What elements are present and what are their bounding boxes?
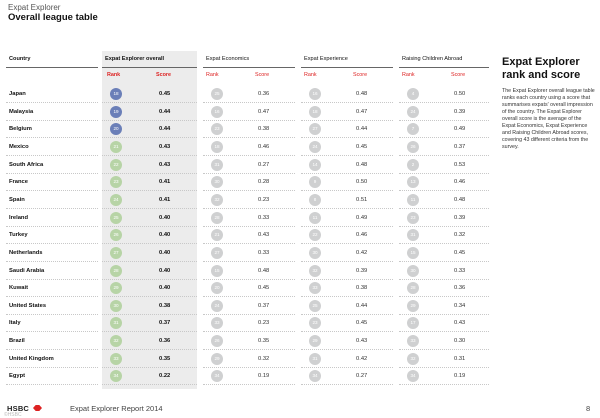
country-name: Italy — [9, 320, 21, 327]
row-divider — [301, 261, 393, 262]
row-divider — [102, 137, 197, 138]
row-divider — [203, 102, 295, 103]
row-divider — [399, 208, 489, 209]
row-divider — [301, 208, 393, 209]
overall-score: 0.43 — [159, 143, 171, 150]
subhead-economics-rank: Rank — [206, 72, 219, 78]
overall-rank-badge: 31 — [110, 317, 122, 329]
row-divider — [203, 173, 295, 174]
experience-score: 0.45 — [356, 143, 368, 150]
economics-rank-badge: 15 — [211, 265, 223, 277]
economics-rank-badge: 29 — [211, 353, 223, 365]
raising-score: 0.46 — [454, 179, 466, 186]
row-divider — [301, 102, 393, 103]
row-divider — [399, 226, 489, 227]
table-row — [6, 105, 489, 120]
raising-rank-badge: 30 — [407, 265, 419, 277]
row-divider — [399, 384, 489, 385]
row-divider — [399, 173, 489, 174]
table-row — [6, 193, 489, 208]
row-divider — [203, 296, 295, 297]
subhead-experience-rank: Rank — [304, 72, 317, 78]
experience-score: 0.50 — [356, 179, 368, 186]
row-divider — [399, 314, 489, 315]
row-divider — [6, 226, 98, 227]
overall-rank-badge: 32 — [110, 335, 122, 347]
overall-score: 0.41 — [159, 196, 171, 203]
league-table — [6, 51, 489, 391]
row-divider — [301, 349, 393, 350]
subhead-experience-score: Score — [353, 72, 368, 78]
row-divider — [102, 120, 197, 121]
row-divider — [6, 367, 98, 368]
economics-score: 0.43 — [258, 232, 270, 239]
experience-rank-badge: 33 — [309, 282, 321, 294]
economics-score: 0.46 — [258, 143, 270, 150]
overall-score: 0.44 — [159, 108, 171, 115]
raising-rank-badge: 24 — [407, 106, 419, 118]
row-divider — [6, 296, 98, 297]
raising-score: 0.34 — [454, 302, 466, 309]
watermark: ©HSBC — [4, 412, 22, 418]
raising-rank-badge: 29 — [407, 300, 419, 312]
country-name: Japan — [9, 91, 26, 97]
economics-score: 0.19 — [258, 373, 270, 380]
economics-score: 0.27 — [258, 161, 270, 168]
experience-rank-badge: 16 — [309, 88, 321, 100]
subhead-raising-rank: Rank — [402, 72, 415, 78]
economics-rank-badge: 20 — [211, 282, 223, 294]
experience-score: 0.45 — [356, 320, 368, 327]
overall-rank-badge: 25 — [110, 212, 122, 224]
country-name: Ireland — [9, 214, 29, 221]
raising-rank-badge: 23 — [407, 212, 419, 224]
experience-score: 0.48 — [356, 91, 368, 97]
overall-score: 0.44 — [159, 126, 171, 133]
economics-score: 0.37 — [258, 302, 270, 309]
economics-rank-badge: 34 — [211, 370, 223, 382]
economics-score: 0.28 — [258, 179, 270, 186]
row-divider — [203, 261, 295, 262]
raising-score: 0.30 — [454, 338, 466, 345]
raising-score: 0.36 — [454, 285, 466, 292]
overall-rank-badge: 18 — [110, 88, 122, 100]
raising-rank-badge: 2 — [407, 159, 419, 171]
table-row — [6, 281, 489, 296]
country-name: Egypt — [9, 373, 26, 380]
experience-rank-badge: 8 — [309, 194, 321, 206]
table-row — [6, 264, 489, 279]
subhead-overall-score: Score — [156, 72, 171, 78]
economics-score: 0.33 — [258, 249, 270, 256]
table-row — [6, 211, 489, 226]
row-divider — [203, 243, 295, 244]
country-name: France — [9, 179, 29, 186]
overall-rank-badge: 30 — [110, 300, 122, 312]
economics-score: 0.45 — [258, 285, 270, 292]
row-divider — [6, 173, 98, 174]
raising-score: 0.49 — [454, 126, 466, 133]
row-divider — [6, 190, 98, 191]
raising-score: 0.32 — [454, 232, 466, 239]
experience-score: 0.27 — [356, 373, 368, 380]
overall-rank-badge: 24 — [110, 194, 122, 206]
raising-rank-badge: 7 — [407, 123, 419, 135]
page-title: Overall league table — [8, 12, 98, 23]
experience-score: 0.48 — [356, 161, 368, 168]
row-divider — [301, 137, 393, 138]
row-divider — [6, 279, 98, 280]
raising-score: 0.31 — [454, 355, 466, 362]
row-divider — [301, 296, 393, 297]
experience-score: 0.47 — [356, 108, 368, 115]
experience-rank-badge: 9 — [309, 176, 321, 188]
raising-score: 0.43 — [454, 320, 466, 327]
raising-score: 0.39 — [454, 214, 466, 221]
country-name: Saudi Arabia — [9, 267, 45, 274]
row-divider — [6, 349, 98, 350]
country-name: Kuwait — [9, 285, 29, 292]
raising-score: 0.37 — [454, 143, 466, 150]
subhead-raising-score: Score — [451, 72, 466, 78]
row-divider — [6, 314, 98, 315]
col-country: Country — [6, 51, 98, 68]
economics-score: 0.23 — [258, 320, 270, 327]
row-divider — [102, 279, 197, 280]
row-divider — [203, 384, 295, 385]
table-row — [6, 175, 489, 190]
country-name: South Africa — [9, 161, 44, 168]
overall-score: 0.40 — [159, 267, 171, 274]
overall-rank-badge: 33 — [110, 353, 122, 365]
economics-rank-badge: 28 — [211, 212, 223, 224]
country-name: Turkey — [9, 232, 28, 239]
experience-rank-badge: 30 — [309, 247, 321, 259]
table-row — [6, 122, 489, 137]
row-divider — [399, 331, 489, 332]
overall-rank-badge: 21 — [110, 141, 122, 153]
row-divider — [301, 331, 393, 332]
experience-score: 0.44 — [356, 302, 368, 309]
table-row — [6, 87, 489, 102]
row-divider — [399, 102, 489, 103]
overall-score: 0.41 — [159, 179, 171, 186]
country-name: Spain — [9, 196, 25, 203]
row-divider — [6, 120, 98, 121]
row-divider — [399, 243, 489, 244]
raising-score: 0.53 — [454, 161, 466, 168]
row-divider — [6, 384, 98, 385]
row-divider — [102, 314, 197, 315]
col-experience: Expat Experience — [301, 51, 393, 68]
row-divider — [102, 349, 197, 350]
overall-score: 0.40 — [159, 285, 171, 292]
overall-score: 0.36 — [159, 338, 171, 345]
table-row — [6, 352, 489, 367]
economics-rank-badge: 18 — [211, 141, 223, 153]
row-divider — [203, 208, 295, 209]
economics-rank-badge: 23 — [211, 123, 223, 135]
economics-rank-badge: 21 — [211, 229, 223, 241]
row-divider — [6, 155, 98, 156]
row-divider — [102, 331, 197, 332]
row-divider — [102, 208, 197, 209]
experience-rank-badge: 22 — [309, 229, 321, 241]
row-divider — [301, 384, 393, 385]
row-divider — [6, 243, 98, 244]
overall-score: 0.35 — [159, 355, 171, 362]
economics-rank-badge: 30 — [211, 176, 223, 188]
row-divider — [301, 173, 393, 174]
row-divider — [6, 102, 98, 103]
country-name: United States — [9, 302, 47, 309]
row-divider — [301, 279, 393, 280]
row-divider — [301, 314, 393, 315]
row-divider — [399, 296, 489, 297]
raising-score: 0.50 — [454, 91, 466, 97]
row-divider — [6, 261, 98, 262]
subhead-overall-rank: Rank — [107, 72, 121, 78]
row-divider — [102, 296, 197, 297]
row-divider — [203, 190, 295, 191]
experience-rank-badge: 29 — [309, 335, 321, 347]
country-name: Brazil — [9, 338, 25, 345]
row-divider — [301, 190, 393, 191]
experience-rank-badge: 14 — [309, 159, 321, 171]
overall-rank-badge: 27 — [110, 247, 122, 259]
economics-score: 0.23 — [258, 196, 270, 203]
experience-rank-badge: 34 — [309, 370, 321, 382]
table-row — [6, 158, 489, 173]
economics-rank-badge: 24 — [211, 300, 223, 312]
overall-score: 0.40 — [159, 214, 171, 221]
row-divider — [102, 384, 197, 385]
overall-rank-badge: 20 — [110, 123, 122, 135]
hsbc-logo: HSBC — [7, 404, 30, 413]
experience-score: 0.42 — [356, 355, 368, 362]
sidebar-description: The Expat Explorer overall league table ranks each country using a score that summarises expats' overall impression of the country. The Expat Explorer overall score is the average of the Expat Economics, Expat Experience and Raising Children Abroad scores, covering 43 different criteria from the survey. — [502, 88, 595, 150]
row-divider — [301, 155, 393, 156]
raising-rank-badge: 15 — [407, 247, 419, 259]
row-divider — [399, 120, 489, 121]
row-divider — [203, 137, 295, 138]
row-divider — [102, 243, 197, 244]
row-divider — [102, 367, 197, 368]
country-name: Malaysia — [9, 108, 34, 115]
raising-score: 0.48 — [454, 196, 466, 203]
row-divider — [203, 155, 295, 156]
experience-rank-badge: 31 — [309, 353, 321, 365]
overall-rank-badge: 26 — [110, 229, 122, 241]
overall-score: 0.37 — [159, 320, 171, 327]
economics-score: 0.38 — [258, 126, 270, 133]
experience-score: 0.49 — [356, 214, 368, 221]
row-divider — [399, 137, 489, 138]
row-divider — [301, 120, 393, 121]
row-divider — [6, 331, 98, 332]
experience-score: 0.38 — [356, 285, 368, 292]
report-subtitle: Expat Explorer — [8, 3, 61, 12]
overall-rank-badge: 23 — [110, 176, 122, 188]
overall-score: 0.40 — [159, 232, 171, 239]
experience-score: 0.44 — [356, 126, 368, 133]
row-divider — [399, 261, 489, 262]
overall-rank-badge: 28 — [110, 265, 122, 277]
table-row — [6, 299, 489, 314]
raising-rank-badge: 28 — [407, 282, 419, 294]
row-divider — [399, 190, 489, 191]
experience-rank-badge: 24 — [309, 141, 321, 153]
overall-score: 0.40 — [159, 249, 171, 256]
row-divider — [102, 226, 197, 227]
raising-rank-badge: 34 — [407, 370, 419, 382]
row-divider — [399, 279, 489, 280]
col-overall: Expat Explorer overall — [102, 51, 197, 68]
row-divider — [301, 243, 393, 244]
table-row — [6, 228, 489, 243]
overall-rank-badge: 19 — [110, 106, 122, 118]
experience-rank-badge: 18 — [309, 106, 321, 118]
table-row — [6, 369, 489, 384]
experience-score: 0.51 — [356, 196, 368, 203]
experience-score: 0.42 — [356, 249, 368, 256]
page-number: 8 — [586, 404, 591, 413]
raising-score: 0.39 — [454, 108, 466, 115]
row-divider — [102, 155, 197, 156]
sidebar-title: Expat Explorer rank and score — [502, 56, 581, 81]
row-divider — [102, 261, 197, 262]
raising-rank-badge: 17 — [407, 317, 419, 329]
row-divider — [6, 137, 98, 138]
experience-score: 0.43 — [356, 338, 368, 345]
economics-rank-badge: 25 — [211, 88, 223, 100]
raising-score: 0.33 — [454, 267, 466, 274]
row-divider — [102, 190, 197, 191]
economics-rank-badge: 31 — [211, 159, 223, 171]
economics-rank-badge: 26 — [211, 335, 223, 347]
country-name: Belgium — [9, 126, 32, 133]
overall-rank-badge: 29 — [110, 282, 122, 294]
table-row — [6, 246, 489, 261]
economics-rank-badge: 27 — [211, 247, 223, 259]
country-name: United Kingdom — [9, 355, 54, 362]
economics-score: 0.36 — [258, 91, 270, 97]
experience-rank-badge: 32 — [309, 265, 321, 277]
overall-score: 0.43 — [159, 161, 171, 168]
table-row — [6, 140, 489, 155]
experience-rank-badge: 11 — [309, 212, 321, 224]
row-divider — [301, 367, 393, 368]
row-divider — [203, 279, 295, 280]
raising-rank-badge: 11 — [407, 194, 419, 206]
subhead-economics-score: Score — [255, 72, 270, 78]
country-name: Netherlands — [9, 249, 43, 256]
overall-score: 0.22 — [159, 373, 171, 380]
country-name: Mexico — [9, 143, 29, 150]
row-divider — [203, 314, 295, 315]
row-divider — [203, 367, 295, 368]
overall-score: 0.38 — [159, 302, 171, 309]
experience-rank-badge: 25 — [309, 300, 321, 312]
raising-rank-badge: 4 — [407, 88, 419, 100]
economics-score: 0.33 — [258, 214, 270, 221]
raising-score: 0.19 — [454, 373, 466, 380]
row-divider — [203, 226, 295, 227]
economics-score: 0.47 — [258, 108, 270, 115]
raising-score: 0.45 — [454, 249, 466, 256]
raising-rank-badge: 32 — [407, 353, 419, 365]
col-economics: Expat Economics — [203, 51, 295, 68]
overall-rank-badge: 34 — [110, 370, 122, 382]
col-raising-children: Raising Children Abroad — [399, 51, 489, 68]
economics-rank-badge: 33 — [211, 317, 223, 329]
row-divider — [301, 226, 393, 227]
row-divider — [203, 331, 295, 332]
overall-rank-badge: 22 — [110, 159, 122, 171]
raising-rank-badge: 13 — [407, 176, 419, 188]
row-divider — [102, 102, 197, 103]
row-divider — [6, 208, 98, 209]
hsbc-hexagon-icon — [33, 405, 42, 411]
row-divider — [399, 349, 489, 350]
raising-rank-badge: 31 — [407, 229, 419, 241]
row-divider — [203, 349, 295, 350]
overall-score: 0.45 — [159, 91, 171, 97]
economics-score: 0.48 — [258, 267, 270, 274]
economics-score: 0.32 — [258, 355, 270, 362]
economics-score: 0.35 — [258, 338, 270, 345]
economics-rank-badge: 16 — [211, 106, 223, 118]
raising-rank-badge: 33 — [407, 335, 419, 347]
experience-score: 0.46 — [356, 232, 368, 239]
raising-rank-badge: 26 — [407, 141, 419, 153]
economics-rank-badge: 32 — [211, 194, 223, 206]
row-divider — [203, 120, 295, 121]
footer-report-name: Expat Explorer Report 2014 — [70, 404, 163, 413]
experience-rank-badge: 23 — [309, 317, 321, 329]
experience-score: 0.39 — [356, 267, 368, 274]
row-divider — [399, 367, 489, 368]
experience-rank-badge: 27 — [309, 123, 321, 135]
table-row — [6, 316, 489, 331]
table-row — [6, 334, 489, 349]
row-divider — [399, 155, 489, 156]
row-divider — [102, 173, 197, 174]
